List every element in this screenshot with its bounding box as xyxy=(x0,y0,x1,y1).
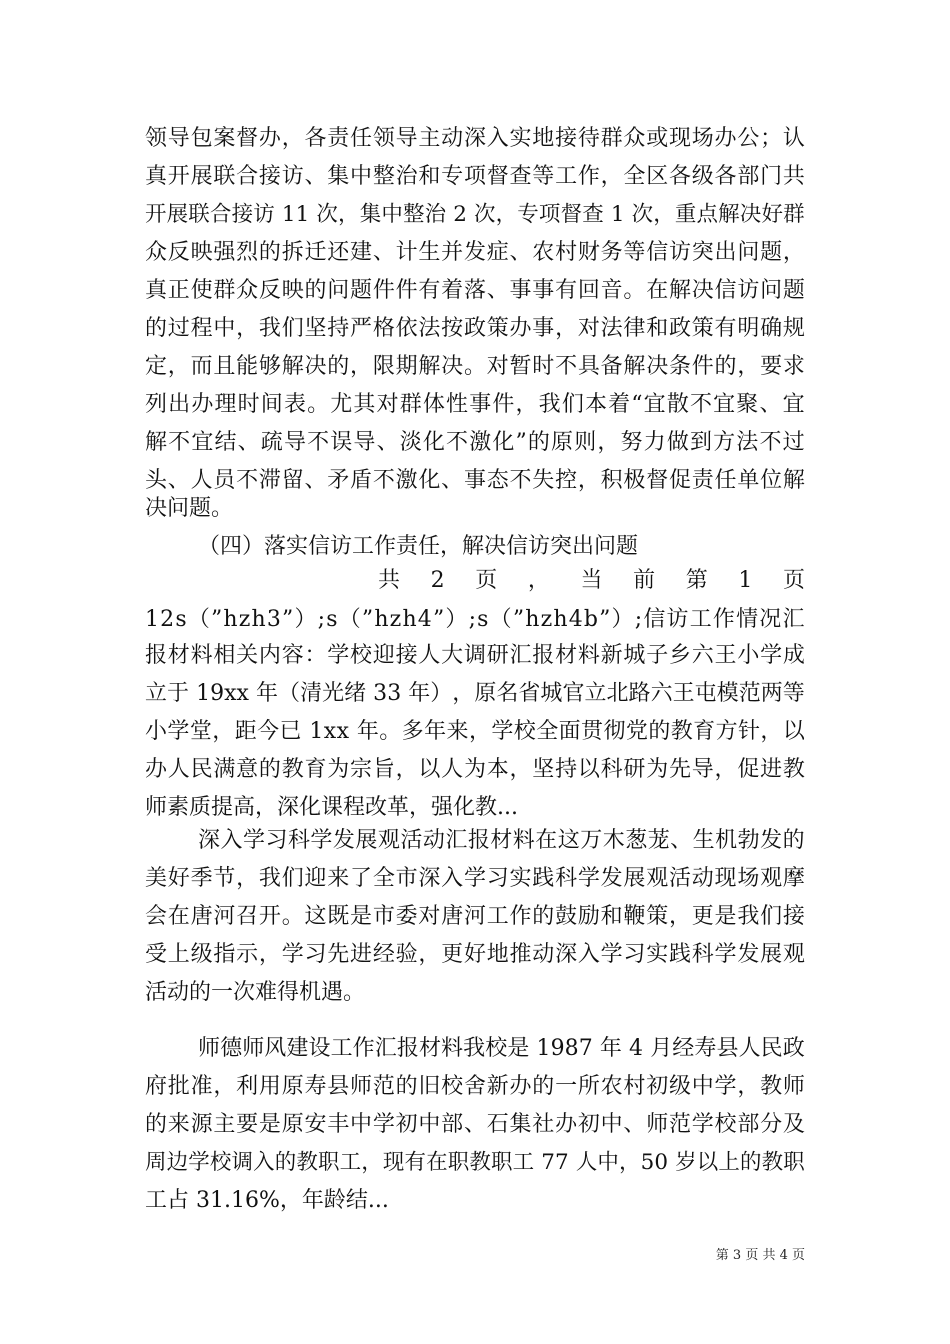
page-count-char: 1 xyxy=(738,568,753,593)
body-line: 定 ， 而 且 能 够 解 决 的 ， 限 期 解 决 。 对 暂 时 不 具 备 解 决 条 件 的 ， 要 求 xyxy=(145,354,805,379)
body-line: 开 展 联 合 接 访 1 1 次 ， 集 中 整 治 2 次 ， 专 项 督 查 1 次 ， 重 点 解 决 好 群 xyxy=(145,202,805,227)
body-line: 工占 31.16%，年龄结... xyxy=(145,1188,389,1213)
body-line: 决问题。 xyxy=(145,496,234,521)
page-count-char: 2 xyxy=(430,568,445,593)
body-line: 受 上 级 指 示 ， 学 习 先 进 经 验 ， 更 好 地 推 动 深 入 学 习 实 践 科 学 发 展 观 xyxy=(145,942,805,967)
body-line: 列 出 办 理 时 间 表 。 尤 其 对 群 体 性 事 件 ， 我 们 本 着 “ 宜 散 不 宜 聚 、 宜 xyxy=(145,392,805,417)
page-count-char: 前 xyxy=(633,568,656,593)
body-line: 1 2 s （ ” h z h 3 ” ） ; s （ ” h z h 4 ” ） ; s （ ” h z h 4 b ” ） ; 信 访 工 作 情 况 汇 xyxy=(145,607,805,632)
paragraph-first-line: 师 德 师 风 建 设 工 作 汇 报 材 料 我 校 是 1 9 8 7 年 4 月 经 寿 县 人 民 政 xyxy=(198,1036,805,1061)
body-line: 真 开 展 联 合 接 访 、 集 中 整 治 和 专 项 督 查 等 工 作 ， 全 区 各 级 各 部 门 共 xyxy=(145,164,805,189)
page-footer: 第 3 页 共 4 页 xyxy=(715,1248,805,1263)
page-count-char: 当 xyxy=(580,568,603,593)
page-count-char: 页 xyxy=(782,568,805,593)
body-line: 的 来 源 主 要 是 原 安 丰 中 学 初 中 部 、 石 集 社 办 初 中 、 师 范 学 校 部 分 及 xyxy=(145,1112,805,1137)
body-line: 周 边 学 校 调 入 的 教 职 工 ， 现 有 在 职 教 职 工 7 7 人 中 ， 5 0 岁 以 上 的 教 职 xyxy=(145,1150,805,1175)
body-line: 头 、 人 员 不 滞 留 、 矛 盾 不 激 化 、 事 态 不 失 控 ， 积 极 督 促 责 任 单 位 解 xyxy=(145,468,805,493)
body-line: 活动的一次难得机遇。 xyxy=(145,980,366,1005)
body-line: 府 批 准 ， 利 用 原 寿 县 师 范 的 旧 校 舍 新 办 的 一 所 农 村 初 级 中 学 ， 教 师 xyxy=(145,1074,805,1099)
body-line: 办 人 民 满 意 的 教 育 为 宗 旨 ， 以 人 为 本 ， 坚 持 以 科 研 为 先 导 ， 促 进 教 xyxy=(145,757,805,782)
page-count-char: 共 xyxy=(378,568,401,593)
body-line: 会 在 唐 河 召 开 。 这 既 是 市 委 对 唐 河 工 作 的 鼓 励 和 鞭 策 ， 更 是 我 们 接 xyxy=(145,904,805,929)
page-count-line xyxy=(378,566,805,596)
body-line: 众 反 映 强 烈 的 拆 迁 还 建 、 计 生 并 发 症 、 农 村 财 务 等 信 访 突 出 问 题 ， xyxy=(145,240,805,265)
body-line: 真 正 使 群 众 反 映 的 问 题 件 件 有 着 落 、 事 事 有 回 音 。 在 解 决 信 访 问 题 xyxy=(145,278,805,303)
body-line: 美 好 季 节 ， 我 们 迎 来 了 全 市 深 入 学 习 实 践 科 学 发 展 观 活 动 现 场 观 摩 xyxy=(145,866,805,891)
body-line: 立 于 1 9 x x 年 （ 清 光 绪 3 3 年 ） ， 原 名 省 城 官 立 北 路 六 王 屯 模 范 两 等 xyxy=(145,681,805,706)
body-line: 小 学 堂 ， 距 今 已 1 x x 年 。 多 年 来 ， 学 校 全 面 贯 彻 党 的 教 育 方 针 ， 以 xyxy=(145,719,805,744)
body-line: 的 过 程 中 ， 我 们 坚 持 严 格 依 法 按 政 策 办 事 ， 对 法 律 和 政 策 有 明 确 规 xyxy=(145,316,805,341)
body-line: 解 不 宜 结 、 疏 导 不 误 导 、 淡 化 不 激 化 ” 的 原 则 ， 努 力 做 到 方 法 不 过 xyxy=(145,430,805,455)
paragraph-first-line: 深 入 学 习 科 学 发 展 观 活 动 汇 报 材 料 在 这 万 木 葱 茏 、 生 机 勃 发 的 xyxy=(198,828,805,853)
page-count-char: 第 xyxy=(685,568,708,593)
body-line: 报 材 料 相 关 内 容 ： 学 校 迎 接 人 大 调 研 汇 报 材 料 新 城 子 乡 六 王 小 学 成 xyxy=(145,643,805,668)
section-heading: （四）落实信访工作责任，解决信访突出问题 xyxy=(198,534,639,559)
body-line: 师素质提高，深化课程改革，强化教... xyxy=(145,795,518,820)
body-line: 领 导 包 案 督 办 ， 各 责 任 领 导 主 动 深 入 实 地 接 待 群 众 或 现 场 办 公 ； 认 xyxy=(145,126,805,151)
page-count-char: 页 xyxy=(475,568,498,593)
page-count-char: ， xyxy=(527,568,550,593)
